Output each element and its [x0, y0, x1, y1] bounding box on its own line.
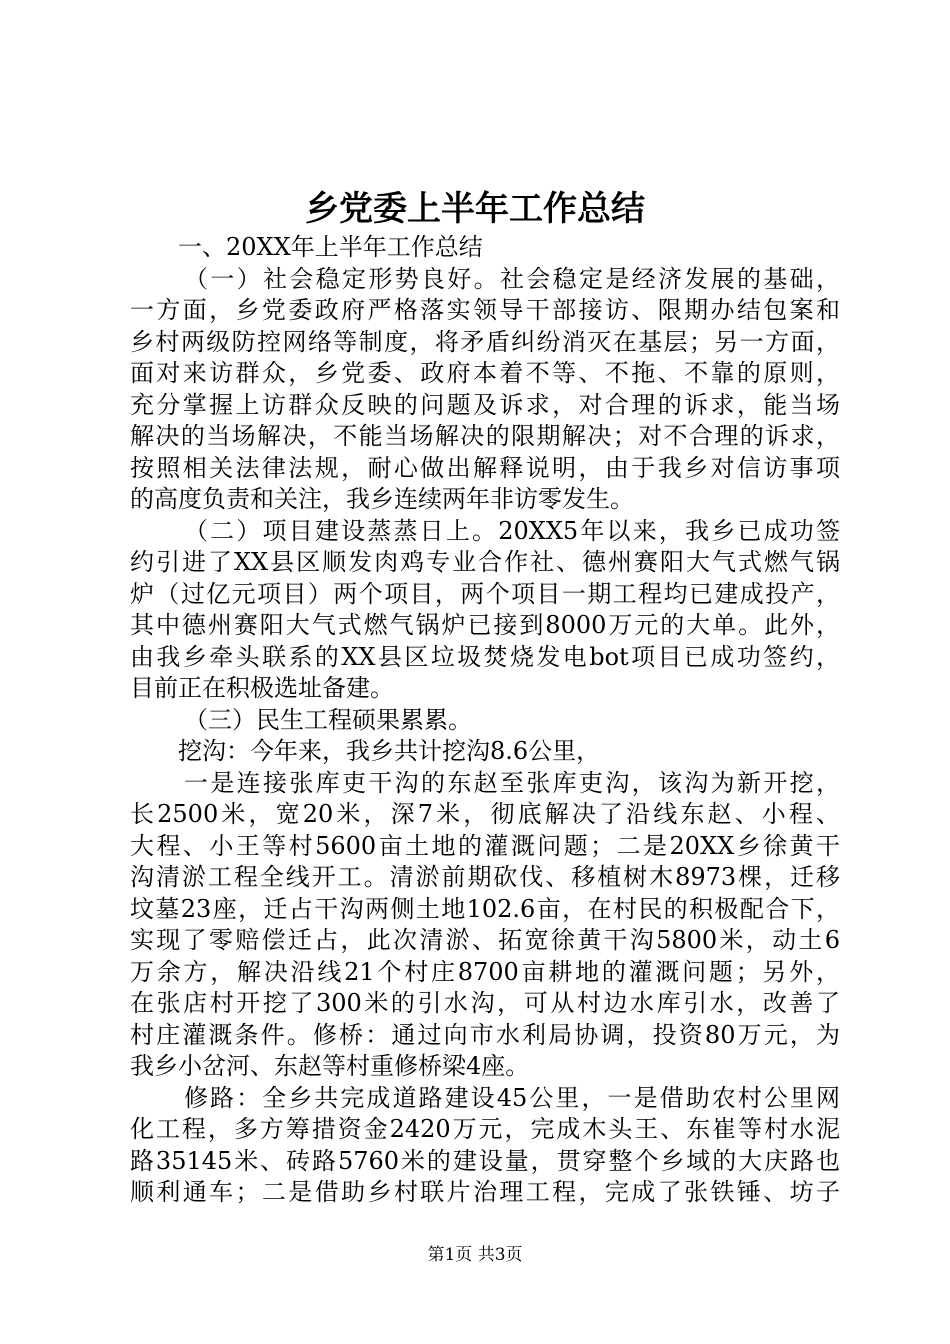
paragraph-line: 沟清淤工程全线开工。清淤前期砍伐、移植树木8973棵，迁移: [130, 863, 840, 891]
paragraph-line: 按照相关法律法规，耐心做出解释说明，由于我乡对信访事项: [130, 453, 840, 482]
paragraph-line: 乡村两级防控网络等制度，将矛盾纠纷消灭在基层；另一方面，: [130, 327, 840, 356]
paragraph-line: 路35145米、砖路5760米的建设量，贯穿整个乡域的大庆路也: [130, 1146, 840, 1175]
paragraph-line: 村庄灌溉条件。修桥：通过向市水利局协调，投资80万元，为: [130, 1020, 840, 1049]
paragraph-line: （二）项目建设蒸蒸日上。20XX5年以来，我乡已成功签: [184, 516, 840, 545]
paragraph-line: 目前正在积极选址备建。: [130, 674, 394, 702]
page-footer: 第1页 共3页: [427, 1245, 523, 1265]
paragraph-line: 万余方，解决沿线21个村庄8700亩耕地的灌溉问题；另外，: [130, 957, 840, 986]
paragraph-line: 的高度负责和关注，我乡连续两年非访零发生。: [130, 485, 634, 513]
paragraph-line: 解决的当场解决，不能当场解决的限期解决；对不合理的诉求，: [130, 422, 840, 450]
section-heading: （三）民生工程硕果累累。: [184, 705, 472, 734]
section-heading: 一、20XX年上半年工作总结: [178, 233, 483, 261]
paragraph-line: （一）社会稳定形势良好。社会稳定是经济发展的基础，: [184, 264, 840, 293]
paragraph-line: 修路：全乡共完成道路建设45公里，一是借助农村公里网: [184, 1083, 840, 1112]
paragraph-line: 挖沟：今年来，我乡共计挖沟8.6公里，: [178, 737, 601, 765]
document-title: 乡党委上半年工作总结: [305, 189, 645, 229]
paragraph-line: 长2500米，宽20米，深7米，彻底解决了沿线东赵、小程、: [130, 800, 840, 828]
paragraph-line: 充分掌握上访群众反映的问题及诉求，对合理的诉求，能当场: [130, 390, 840, 419]
paragraph-line: 坟墓23座，迁占干沟两侧土地102.6亩，在村民的积极配合下，: [130, 894, 840, 923]
paragraph-line: 由我乡牵头联系的XX县区垃圾焚烧发电bot项目已成功签约，: [130, 642, 840, 671]
paragraph-line: 化工程，多方筹措资金2420万元，完成木头王、东崔等村水泥: [130, 1115, 840, 1143]
paragraph-line: 实现了零赔偿迁占，此次清淤、拓宽徐黄干沟5800米，动土6: [130, 926, 840, 954]
paragraph-line: 一方面，乡党委政府严格落实领导干部接访、限期办结包案和: [130, 296, 840, 324]
paragraph-line: 约引进了XX县区顺发肉鸡专业合作社、德州赛阳大气式燃气锅: [130, 548, 840, 576]
paragraph-line: 我乡小岔河、东赵等村重修桥梁4座。: [130, 1052, 530, 1080]
paragraph-line: 炉（过亿元项目）两个项目，两个项目一期工程均已建成投产，: [130, 579, 840, 608]
paragraph-line: 顺利通车；二是借助乡村联片治理工程，完成了张铁锤、坊子: [130, 1178, 840, 1206]
paragraph-line: 大程、小王等村5600亩土地的灌溉问题；二是20XX乡徐黄干: [130, 831, 840, 860]
paragraph-line: 在张店村开挖了300米的引水沟，可从村边水库引水，改善了: [130, 989, 840, 1017]
paragraph-line: 其中德州赛阳大气式燃气锅炉已接到8000万元的大单。此外，: [130, 611, 840, 639]
paragraph-line: 一是连接张库吏干沟的东赵至张库吏沟，该沟为新开挖，: [184, 768, 840, 797]
paragraph-line: 面对来访群众，乡党委、政府本着不等、不拖、不靠的原则，: [130, 359, 840, 387]
document-body: [130, 232, 840, 1209]
